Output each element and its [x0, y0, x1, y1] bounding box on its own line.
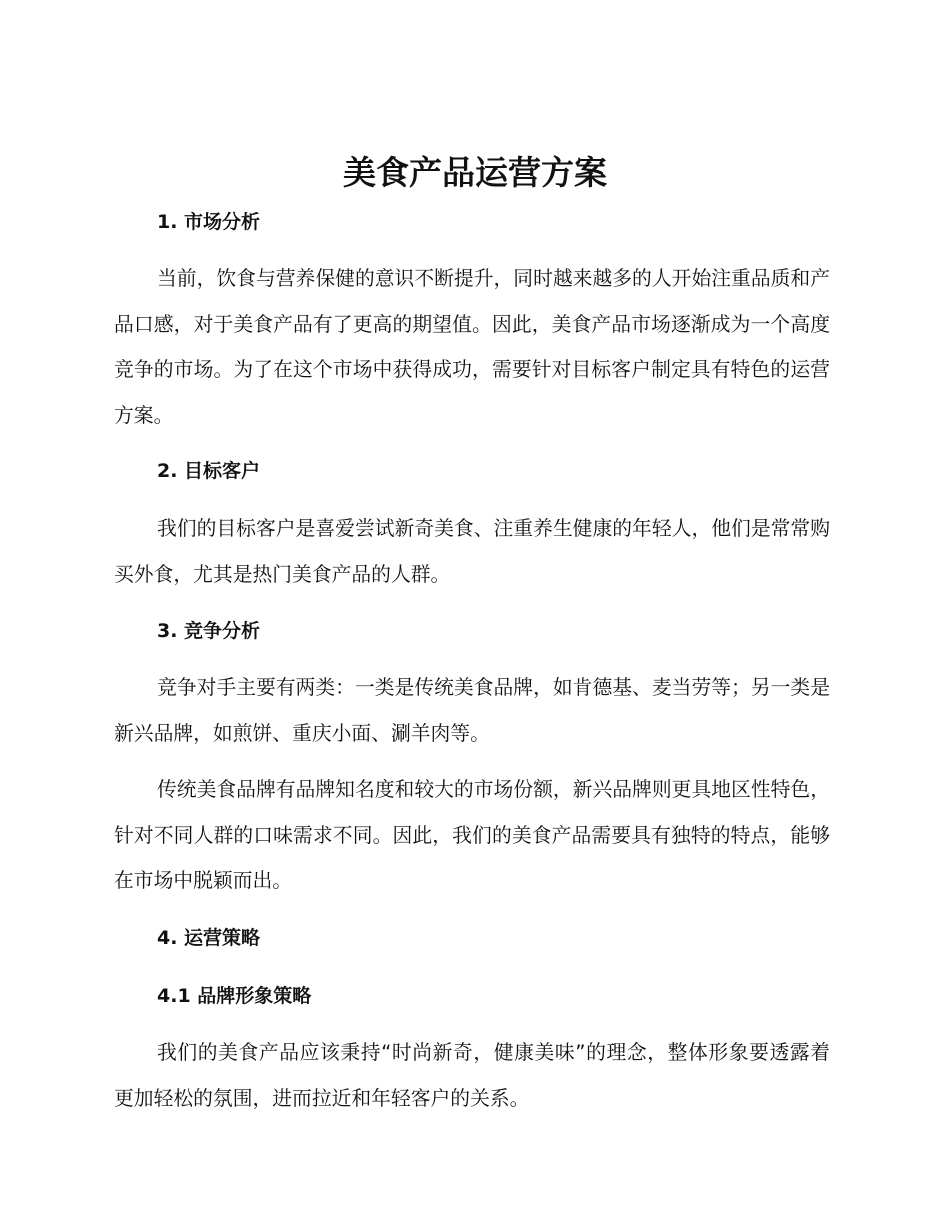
paragraph-target-customers: 我们的目标客户是喜爱尝试新奇美食、注重养生健康的年轻人，他们是常常购买外食，尤其是热门美食产品的人群。 — [114, 517, 830, 586]
section-heading-operation-strategy: 4. 运营策略 — [157, 927, 261, 949]
section-heading-target-customers: 2. 目标客户 — [157, 460, 261, 482]
paragraph-competition-types: 竞争对手主要有两类：一类是传统美食品牌，如肯德基、麦当劳等；另一类是新兴品牌，如煎饼、重庆小面、涮羊肉等。 — [114, 676, 830, 745]
paragraph-market-analysis: 当前，饮食与营养保健的意识不断提升，同时越来越多的人开始注重品质和产品口感，对于美食产品有了更高的期望值。因此，美食产品市场逐渐成为一个高度竞争的市场。为了在这个市场中获得成功，需要针对目标客户制定具有特色的运营方案。 — [114, 267, 830, 427]
section-heading-market-analysis: 1. 市场分析 — [157, 211, 261, 233]
section-heading-brand-image-strategy: 4.1 品牌形象策略 — [157, 985, 312, 1007]
paragraph-brand-image-strategy: 我们的美食产品应该秉持“时尚新奇，健康美味”的理念，整体形象要透露着更加轻松的氛围，进而拉近和年轻客户的关系。 — [114, 1041, 830, 1110]
section-heading-competition-analysis: 3. 竞争分析 — [157, 620, 261, 642]
paragraph-competition-comparison: 传统美食品牌有品牌知名度和较大的市场份额，新兴品牌则更具地区性特色，针对不同人群的口味需求不同。因此，我们的美食产品需要具有独特的特点，能够在市场中脱颖而出。 — [114, 778, 830, 892]
document-title: 美食产品运营方案 — [343, 153, 607, 192]
